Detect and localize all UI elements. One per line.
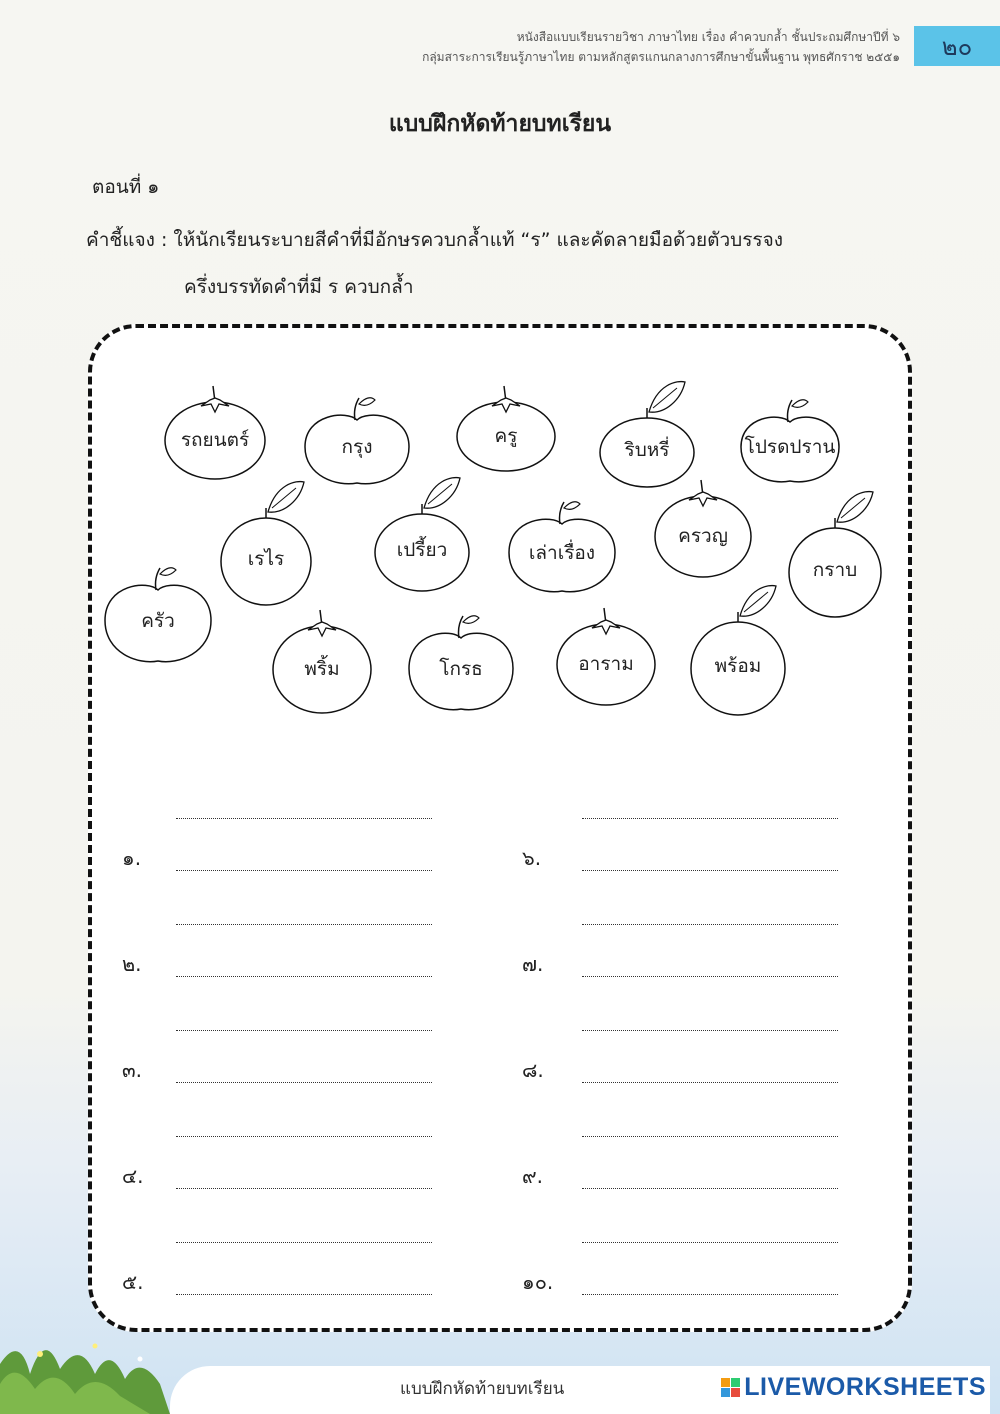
writing-line-9-bottom[interactable] [582,1188,838,1189]
apple-word-label: ครู [494,425,518,447]
line-number-3: ๓. [122,1058,143,1082]
header-line-2: กลุ่มสาระการเรียนรู้ภาษาไทย ตามหลักสูตรแกนกลางการศึกษาขั้นพื้นฐาน พุทธศักราช ๒๕๕๑ [422,50,900,64]
writing-line-5-bottom[interactable] [176,1294,432,1295]
writing-line-4-top[interactable] [176,1136,432,1137]
apple-word-label: พริ้ม [304,658,340,680]
apple-word-10[interactable] [786,490,884,620]
section-label: ตอนที่ ๑ [92,176,160,198]
apple-word-label: เรไร [247,548,285,570]
liveworksheets-icon [721,1378,740,1397]
apple-word-label: กราบ [812,559,858,581]
page-title: แบบฝึกหัดท้ายบทเรียน [388,111,612,137]
apple-word-14[interactable] [554,602,658,708]
writing-line-3-top[interactable] [176,1030,432,1031]
writing-line-1-top[interactable] [176,818,432,819]
apple-word-8[interactable] [506,490,618,598]
line-number-9: ๙. [522,1164,544,1188]
writing-line-3-bottom[interactable] [176,1082,432,1083]
liveworksheets-logo [721,1373,986,1402]
page-number: ๒๐ [914,26,1000,66]
apple-word-13[interactable] [406,604,516,716]
apple-word-1[interactable] [162,380,268,482]
line-number-6: ๖. [522,846,542,870]
line-number-4: ๔. [122,1164,144,1188]
apple-word-2[interactable] [302,386,412,490]
line-number-2: ๒. [122,952,142,976]
line-number-7: ๗. [522,952,544,976]
apple-word-label: โกรธ [439,658,483,680]
writing-line-2-top[interactable] [176,924,432,925]
writing-line-10-bottom[interactable] [582,1294,838,1295]
apple-word-label: เปรี้ยว [396,539,448,561]
header-line-1: หนังสือแบบเรียนรายวิชา ภาษาไทย เรื่อง คำควบกล้ำ ชั้นประถมศึกษาปีที่ ๖ [516,30,900,44]
apple-word-9[interactable] [652,474,754,580]
apple-word-7[interactable] [372,476,472,594]
apple-word-label: กรุง [341,436,373,458]
writing-line-2-bottom[interactable] [176,976,432,977]
writing-line-8-bottom[interactable] [582,1082,838,1083]
apple-word-label: เล่าเรื่อง [528,542,596,564]
writing-line-1-bottom[interactable] [176,870,432,871]
line-number-10: ๑๐. [522,1270,554,1294]
apple-word-label: ริบหรี่ [624,439,670,461]
worksheet-frame [88,324,912,1332]
apple-word-label: รถยนตร์ [180,429,250,451]
apple-word-3[interactable] [454,380,558,474]
writing-line-6-bottom[interactable] [582,870,838,871]
instruction-line-1: คำชี้แจง : ให้นักเรียนระบายสีคำที่มีอักษรควบกล้ำแท้ “ร” และคัดลายมือด้วยตัวบรรจง [86,229,784,251]
writing-line-6-top[interactable] [582,818,838,819]
apple-word-label: พร้อม [714,655,762,677]
liveworksheets-brand: LIVEWORKSHEETS [744,1373,986,1401]
apple-word-15[interactable] [688,584,788,718]
apple-word-5[interactable] [738,388,842,488]
apple-word-12[interactable] [270,604,374,716]
writing-line-8-top[interactable] [582,1030,838,1031]
writing-line-4-bottom[interactable] [176,1188,432,1189]
line-number-8: ๘. [522,1058,544,1082]
writing-line-10-top[interactable] [582,1242,838,1243]
apple-word-label: โปรดปราน [744,436,836,458]
footer-text: แบบฝึกหัดท้ายบทเรียน [400,1379,565,1399]
writing-line-9-top[interactable] [582,1136,838,1137]
writing-line-7-bottom[interactable] [582,976,838,977]
writing-line-7-top[interactable] [582,924,838,925]
apple-word-label: ครวญ [678,525,728,547]
writing-line-5-top[interactable] [176,1242,432,1243]
apple-word-6[interactable] [218,480,314,608]
instruction-line-2: ครึ่งบรรทัดคำที่มี ร ควบกล้ำ [184,276,414,298]
line-number-5: ๕. [122,1270,144,1294]
apple-word-label: ครัว [141,610,175,632]
line-number-1: ๑. [122,846,142,870]
apple-word-label: อาราม [578,653,634,675]
apple-word-11[interactable] [102,556,214,668]
